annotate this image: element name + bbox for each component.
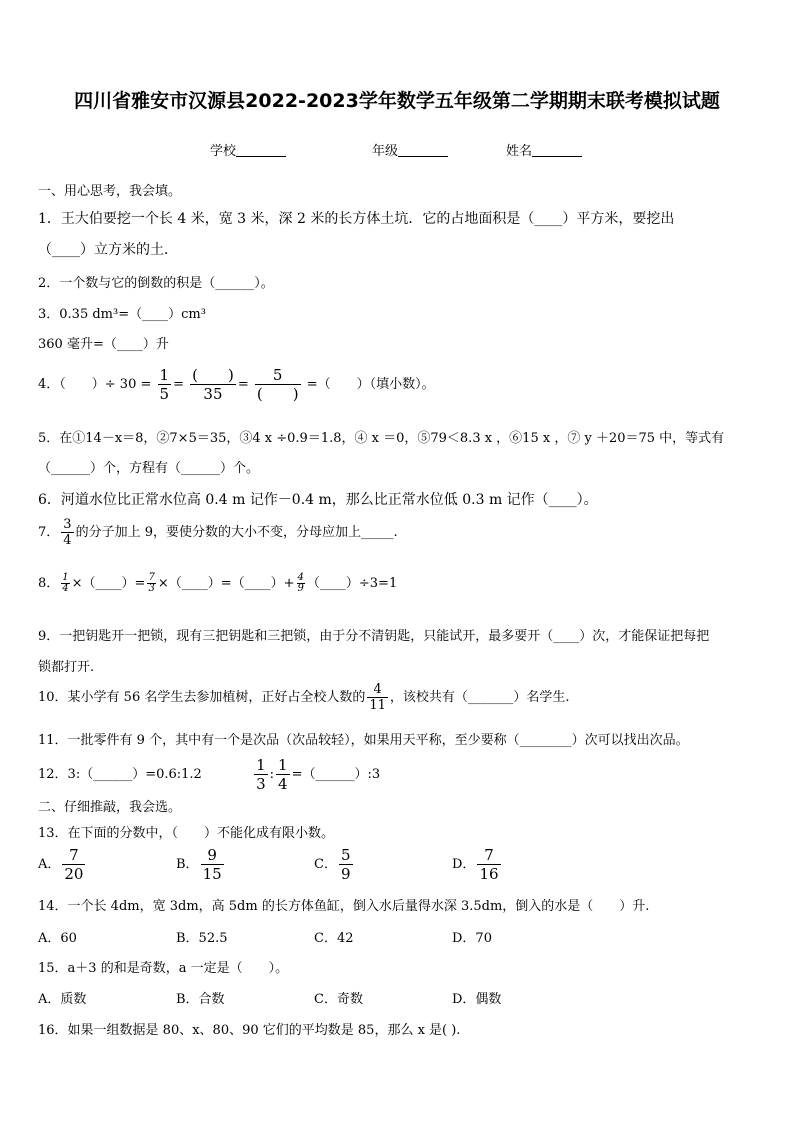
option-label: D． xyxy=(452,857,476,872)
q13-option-a[interactable] xyxy=(38,846,87,883)
fraction-numerator: 7 xyxy=(477,846,500,865)
q15-option-a[interactable]: A．质数 xyxy=(38,992,87,1007)
fraction-numerator: 4 xyxy=(367,682,388,698)
q8-part2: ×（____）=（____）+ xyxy=(157,576,295,591)
q8-fraction-a xyxy=(61,573,69,594)
fraction-numerator: 1 xyxy=(256,756,266,774)
fraction-numerator: 5 xyxy=(255,366,301,385)
fraction-denominator: 9 xyxy=(340,865,351,883)
fraction-denominator: 11 xyxy=(369,698,386,713)
q10-fraction xyxy=(367,682,388,713)
q12-fraction-b xyxy=(276,756,290,793)
section2-heading: 二、仔细推敲，我会选。 xyxy=(38,800,182,815)
fraction-numerator: 4 xyxy=(297,572,304,583)
q14-option-b[interactable]: B．52.5 xyxy=(176,931,228,946)
q4-prefix: 4．（ ）÷ 30 = xyxy=(38,377,152,392)
school-label: 学校 xyxy=(210,144,237,159)
fraction-numerator: 1 xyxy=(62,572,69,583)
option-label: A． xyxy=(38,857,61,872)
option-fraction xyxy=(339,846,353,883)
q12-part1: 12．3:（______）=0.6:1.2 xyxy=(38,767,202,782)
fraction-denominator: ( ) xyxy=(256,385,299,403)
question-5-line1: 5．在①14－x＝8，②7×5＝35，③4 x ÷0.9＝1.8，④ x ＝0，⑤79＜8.3 x ，⑥15 x ，⑦ y ＋20＝75 中，等式有 xyxy=(38,431,725,446)
question-9-line2: 锁都打开. xyxy=(38,660,95,675)
question-8 xyxy=(38,572,764,594)
question-6: 6．河道水位比正常水位高 0.4 m 记作－0.4 m，那么比正常水位低 0.3 m 记作（____）。 xyxy=(38,492,598,508)
fraction-denominator: 5 xyxy=(159,385,170,403)
q10-suffix: ，该校共有（_______）名学生. xyxy=(389,690,570,705)
fraction-numerator: 7 xyxy=(62,846,85,865)
fraction-denominator: 4 xyxy=(278,775,288,793)
q4-suffix: =（ ）（填小数）。 xyxy=(306,377,435,392)
question-4: 4．（ ）÷ 30 = $\frac{1}{5}$ = $\frac{( )}{35}$ = $\frac{5}{( )}$ =（ ）（填小数）。 xyxy=(38,366,435,403)
question-1-line2: （____）立方米的土． xyxy=(38,242,178,258)
section1-heading: 一、用心思考，我会填。 xyxy=(38,184,182,199)
q7-fraction xyxy=(61,517,73,548)
grade-blank[interactable] xyxy=(398,143,448,157)
question-12: 12．3:（______）=0.6:1.2 $\frac{1}{3}$ : $\frac{1}{4}$ =（______）:3 xyxy=(38,756,381,793)
fraction-numerator: 3 xyxy=(63,517,72,532)
question-3-line2: 360 毫升=（____）升 xyxy=(38,337,169,352)
q12-fraction-a xyxy=(254,756,268,793)
q12-part2: =（______）:3 xyxy=(291,767,381,782)
name-field[interactable] xyxy=(506,140,582,159)
question-13: 13．在下面的分数中，（ ）不能化成有限小数。 xyxy=(38,826,335,841)
question-15: 15．a＋3 的和是奇数，a 一定是（ ）。 xyxy=(38,961,289,976)
q13-option-c[interactable] xyxy=(314,846,355,883)
question-9-line1: 9．一把钥匙开一把锁，现有三把钥匙和三把锁，由于分不清钥匙，只能试开，最多要开（____）次，才能保证把每把 xyxy=(38,629,710,644)
fraction-denominator: 16 xyxy=(479,865,499,883)
option-fraction xyxy=(477,846,500,883)
fraction-denominator: 20 xyxy=(64,865,84,883)
q4-fraction-1 xyxy=(158,366,172,403)
name-label: 姓名 xyxy=(506,144,533,159)
question-7 xyxy=(38,517,764,548)
fraction-numerator: 5 xyxy=(340,846,351,864)
fraction-denominator: 4 xyxy=(62,583,69,594)
q4-fraction-3 xyxy=(255,366,301,403)
fraction-numerator: ( ) xyxy=(192,366,234,384)
school-blank[interactable] xyxy=(236,143,286,157)
school-field[interactable] xyxy=(210,140,286,159)
q8-fraction-b xyxy=(147,573,155,594)
q14-option-c[interactable]: C．42 xyxy=(314,931,354,946)
q8-part1: ×（____）= xyxy=(71,576,146,591)
name-blank[interactable] xyxy=(532,143,582,157)
page-title: 四川省雅安市汉源县2022-2023学年数学五年级第二学期期末联考模拟试题 xyxy=(74,90,720,112)
question-11: 11．一批零件有 9 个，其中有一个是次品（次品较轻），如果用天平称，至少要称（________）次可以找出次品。 xyxy=(38,733,689,748)
q4-fraction-2 xyxy=(190,366,236,403)
fraction-denominator: 9 xyxy=(297,583,304,594)
q8-prefix: 8． xyxy=(38,576,60,591)
fraction-denominator: 35 xyxy=(203,385,223,403)
fraction-denominator: 4 xyxy=(63,533,72,548)
q14-option-a[interactable]: A．60 xyxy=(38,931,77,946)
option-fraction xyxy=(201,846,224,883)
fraction-numerator: 1 xyxy=(159,366,170,384)
option-label: C． xyxy=(314,857,337,872)
option-label: B． xyxy=(176,857,199,872)
fraction-numerator: 1 xyxy=(278,756,288,774)
q13-option-d[interactable] xyxy=(452,846,503,883)
fraction-numerator: 7 xyxy=(148,572,155,583)
option-fraction xyxy=(62,846,85,883)
q15-option-d[interactable]: D．偶数 xyxy=(452,992,502,1007)
q8-fraction-c xyxy=(297,573,305,594)
q15-option-b[interactable]: B．合数 xyxy=(176,992,225,1007)
question-5-line2: （______）个，方程有（______）个。 xyxy=(38,461,260,476)
q13-option-b[interactable] xyxy=(176,846,226,883)
q7-prefix: 7． xyxy=(38,525,60,540)
question-16: 16．如果一组数据是 80、x、80、90 它们的平均数是 85，那么 x 是( ). xyxy=(38,1023,461,1038)
question-1-line1: 1．王大伯要挖一个长 4 米，宽 3 米，深 2 米的长方体土坑．它的占地面积是（____）平方米，要挖出 xyxy=(38,211,675,227)
question-2: 2．一个数与它的倒数的积是（______）。 xyxy=(38,276,274,291)
fraction-denominator: 3 xyxy=(148,583,155,594)
fraction-denominator: 3 xyxy=(256,775,266,793)
grade-field[interactable] xyxy=(372,140,448,159)
q8-part3: （____）÷3=1 xyxy=(306,576,398,591)
q15-option-c[interactable]: C．奇数 xyxy=(314,992,363,1007)
q10-prefix: 10．某小学有 56 名学生去参加植树，正好占全校人数的 xyxy=(38,690,366,705)
question-14: 14．一个长 4dm，宽 3dm，高 5dm 的长方体鱼缸，倒入水后量得水深 3.5dm，倒入的水是（ ）升. xyxy=(38,899,650,914)
q7-suffix: 的分子加上 9，要使分数的大小不变，分母应加上_____. xyxy=(75,525,398,540)
question-10 xyxy=(38,682,764,713)
q14-option-d[interactable]: D．70 xyxy=(452,931,492,946)
fraction-denominator: 15 xyxy=(202,865,222,883)
grade-label: 年级 xyxy=(372,144,399,159)
question-3-line1: 3．0.35 dm³=（____）cm³ xyxy=(38,307,206,322)
fraction-numerator: 9 xyxy=(201,846,224,865)
